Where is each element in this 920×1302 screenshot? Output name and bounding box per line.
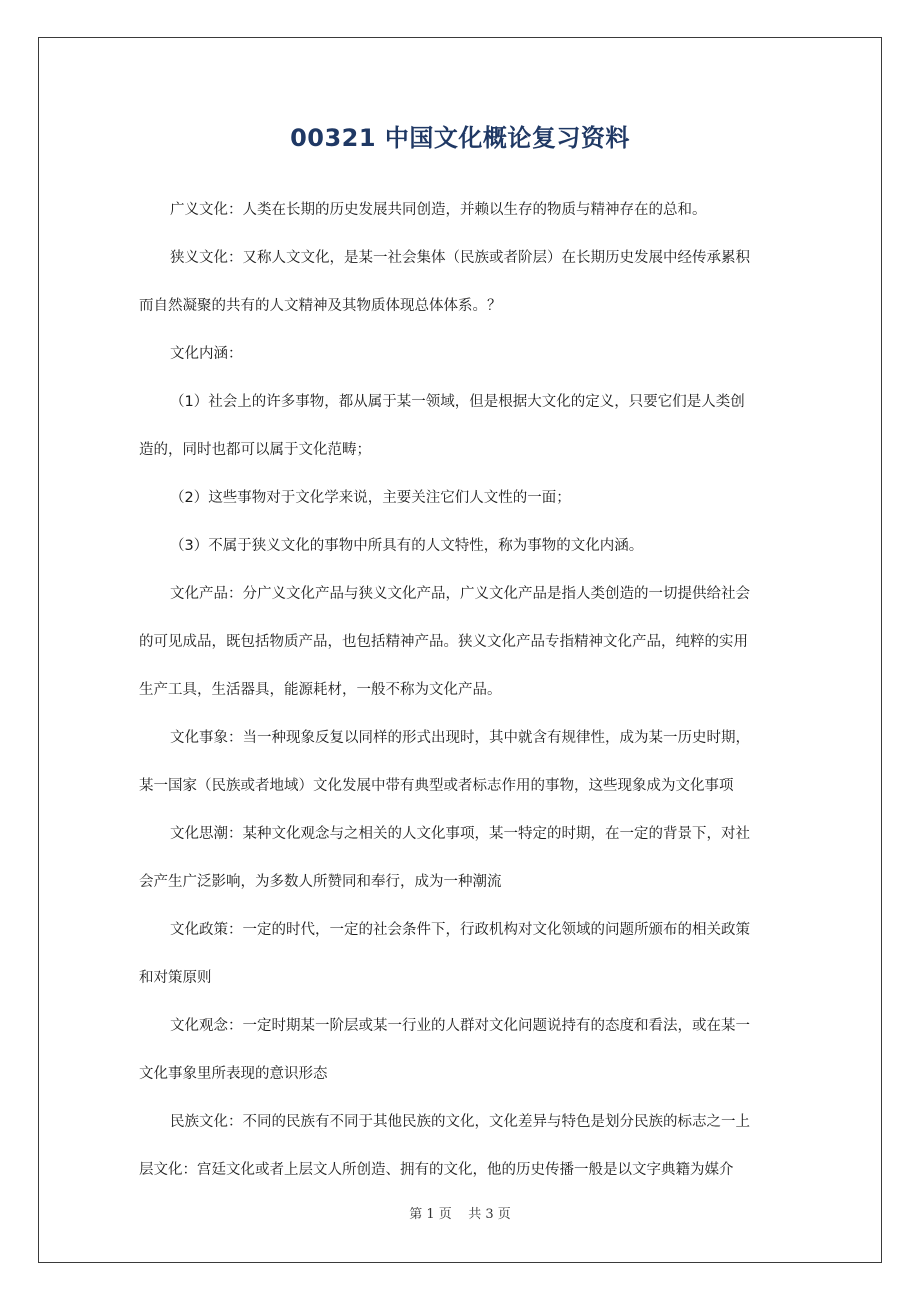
paragraph-line: 和对策原则 — [139, 970, 212, 986]
paragraph-line: 而自然凝聚的共有的人文精神及其物质体现总体体系。？ — [139, 298, 502, 314]
paragraph-line: 狭义文化：又称人文文化，是某一社会集体（民族或者阶层）在长期历史发展中经传承累积 — [170, 250, 750, 266]
paragraph-line: 生产工具，生活器具，能源耗材，一般不称为文化产品。 — [139, 682, 502, 698]
paragraph-line: 造的，同时也都可以属于文化范畴； — [139, 442, 371, 458]
paragraph-line: 的可见成品，既包括物质产品，也包括精神产品。狭义文化产品专指精神文化产品，纯粹的实用 — [139, 634, 748, 650]
paragraph-line: （3）不属于狭义文化的事物中所具有的人文特性，称为事物的文化内涵。 — [170, 538, 644, 554]
page-number: 第 1 页 — [409, 1207, 452, 1222]
page-footer — [0, 1205, 920, 1225]
paragraph-line: （1）社会上的许多事物，都从属于某一领域，但是根据大文化的定义，只要它们是人类创 — [170, 394, 745, 410]
paragraph-line: 文化观念：一定时期某一阶层或某一行业的人群对文化问题说持有的态度和看法，或在某一 — [170, 1018, 750, 1034]
paragraph-line: （2）这些事物对于文化学来说，主要关注它们人文性的一面； — [170, 490, 571, 506]
paragraph-line: 文化事象里所表现的意识形态 — [139, 1066, 328, 1082]
paragraph-line: 广义文化：人类在长期的历史发展共同创造，并赖以生存的物质与精神存在的总和。 — [170, 202, 707, 218]
document-title: 00321 中国文化概论复习资料 — [290, 124, 630, 152]
paragraph-line: 文化事象：当一种现象反复以同样的形式出现时，其中就含有规律性，成为某一历史时期， — [170, 730, 750, 746]
paragraph-line: 文化内涵： — [170, 346, 243, 362]
paragraph-line: 某一国家（民族或者地域）文化发展中带有典型或者标志作用的事物，这些现象成为文化事项 — [139, 778, 734, 794]
document-body — [139, 186, 799, 1194]
paragraph-line: 民族文化：不同的民族有不同于其他民族的文化，文化差异与特色是划分民族的标志之一上 — [170, 1114, 750, 1130]
paragraph-line: 文化思潮：某种文化观念与之相关的人文化事项，某一特定的时期，在一定的背景下，对社 — [170, 826, 750, 842]
paragraph-line: 文化政策：一定的时代，一定的社会条件下，行政机构对文化领域的问题所颁布的相关政策 — [170, 922, 750, 938]
page-total: 共 3 页 — [468, 1207, 511, 1222]
paragraph-line: 文化产品：分广义文化产品与狭义文化产品，广义文化产品是指人类创造的一切提供给社会 — [170, 586, 750, 602]
paragraph-line: 层文化：宫廷文化或者上层文人所创造、拥有的文化，他的历史传播一般是以文字典籍为媒介 — [139, 1162, 734, 1178]
paragraph-line: 会产生广泛影响，为多数人所赞同和奉行，成为一种潮流 — [139, 874, 502, 890]
